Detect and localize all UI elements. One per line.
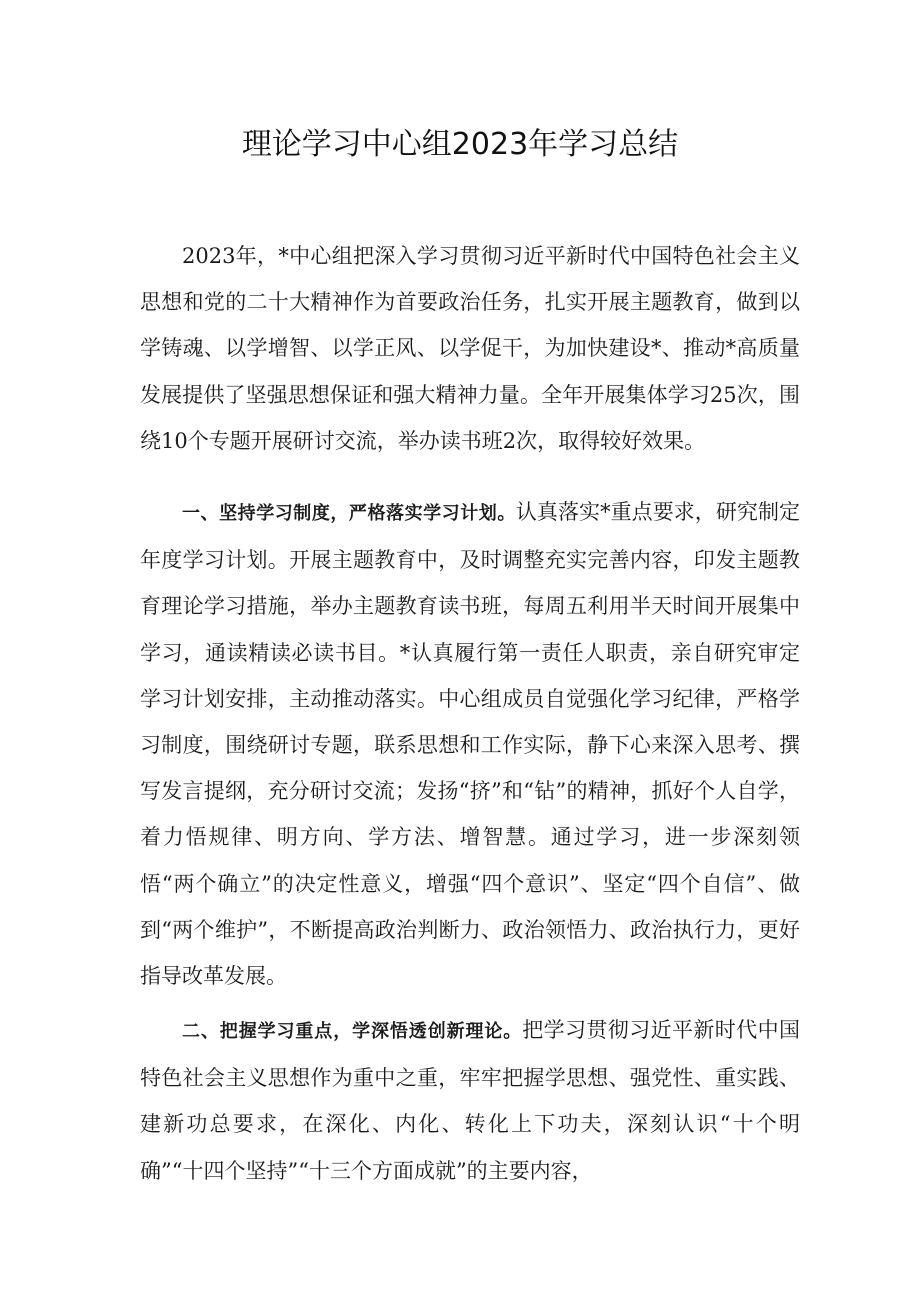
document-title: 理论学习中心组2023年学习总结 bbox=[241, 127, 679, 162]
paragraph-intro-text: 2023年，*中心组把深入学习贯彻习近平新时代中国特色社会主义思想和党的二十大精神作为首要政治任务，扎实开展主题教育，做到以学铸魂、以学增智、以学正风、以学促干，为加快建设*、推动*高质量发展提供了坚强思想保证和强大精神力量。全年开展集体学习25次，围绕10个专题开展研讨交流，举办读书班2次，取得较好效果。 bbox=[140, 244, 800, 453]
section-2-text: 把学习贯彻习近平新时代中国特色社会主义思想作为重中之重，牢牢把握学思想、强党性、重实践、建新功总要求，在深化、内化、转化上下功夫，深刻认识“十个明确”“十四个坚持”“十三个方面成就”的主要内容， bbox=[140, 1018, 801, 1183]
paragraph-intro bbox=[140, 233, 800, 464]
section-1-text: 认真落实*重点要求，研究制定年度学习计划。开展主题教育中，及时调整充实完善内容，印发主题教育理论学习措施，举办主题教育读书班，每周五利用半天时间开展集中学习，通读精读必读书目。*认真履行第一责任人职责，亲自研究审定学习计划安排，主动推动落实。中心组成员自觉强化学习纪律，严格学习制度，围绕研讨专题，联系思想和工作实际，静下心来深入思考、撰写发言提纲，充分研讨交流；发扬“挤”和“钻”的精神，抓好个人自学，着力悟规律、明方向、学方法、增智慧。通过学习，进一步深刻领悟“两个确立”的决定性意义，增强“四个意识”、坚定“四个自信”、做到“两个维护”，不断提高政治判断力、政治领悟力、政治执行力，更好指导改革发展。 bbox=[140, 500, 801, 989]
section-1-heading: 一、坚持学习制度，严格落实学习计划。 bbox=[182, 503, 516, 524]
section-2-heading: 二、把握学习重点，学深悟透创新理论。 bbox=[182, 1021, 523, 1042]
paragraph-section-2 bbox=[140, 1007, 800, 1194]
paragraph-section-1 bbox=[140, 489, 800, 999]
